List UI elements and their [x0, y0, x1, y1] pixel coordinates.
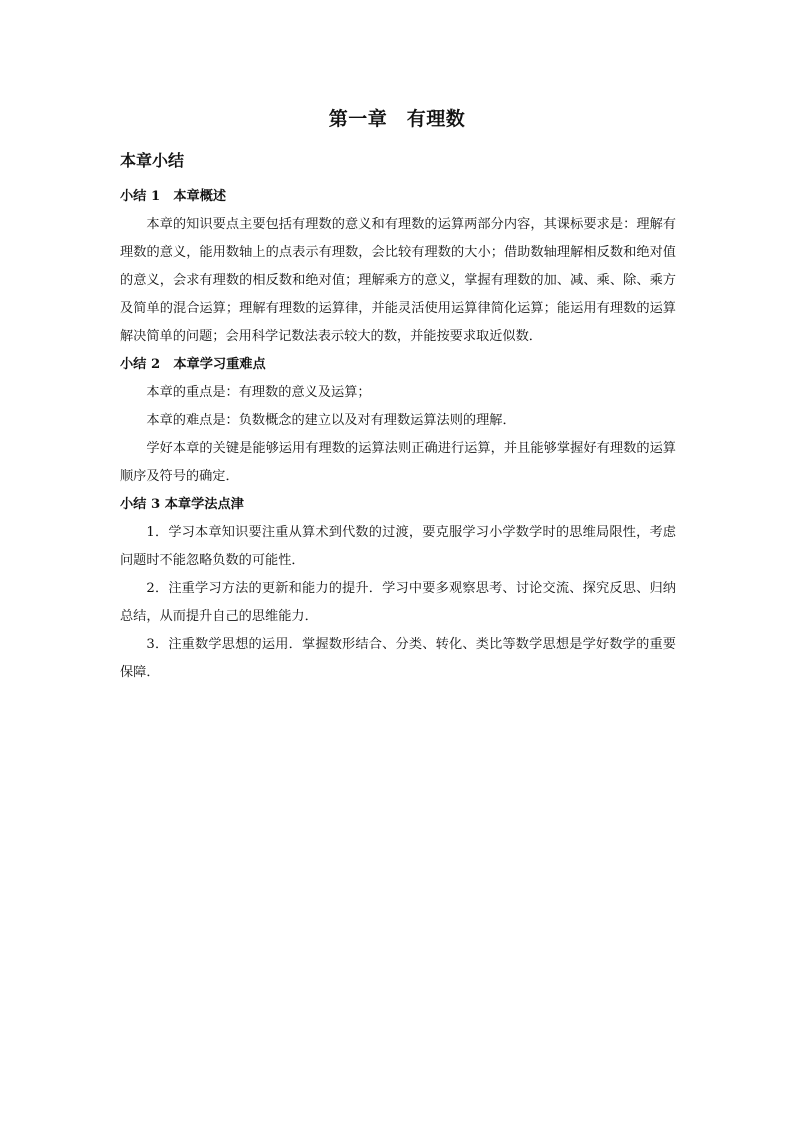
method-paragraph-2: 2．注重学习方法的更新和能力的提升．学习中要多观察思考、讨论交流、探究反思、归纳总结，从而提升自己的思维能力．	[120, 581, 676, 624]
part-heading-key-points: 小结 2 本章学习重难点	[120, 357, 266, 372]
section-title: 本章小结	[120, 151, 185, 170]
summary-content	[120, 183, 676, 687]
method-paragraph-3: 3．注重数学思想的运用．掌握数形结合、分类、转化、类比等数学思想是学好数学的重要保障．	[120, 637, 676, 680]
part-heading-overview: 小结 1 本章概述	[120, 189, 227, 204]
part-heading-study-methods: 小结 3 本章学法点津	[120, 497, 244, 512]
method-paragraph-1: 1．学习本章知识要注重从算术到代数的过渡，要克服学习小学数学时的思维局限性，考虑问题时不能忽略负数的可能性．	[120, 525, 676, 568]
summary-part-2	[120, 351, 676, 491]
key-to-learning-paragraph: 学好本章的关键是能够运用有理数的运算法则正确进行运算，并且能够掌握好有理数的运算顺序及符号的确定．	[120, 441, 676, 484]
key-point-paragraph: 本章的重点是：有理数的意义及运算；	[146, 385, 371, 400]
overview-paragraph: 本章的知识要点主要包括有理数的意义和有理数的运算两部分内容，其课标要求是：理解有理数的意义，能用数轴上的点表示有理数，会比较有理数的大小；借助数轴理解相反数和绝对值的意义，会求有理数的相反数和绝对值；理解乘方的意义，掌握有理数的加、减、乘、除、乘方及简单的混合运算；理解有理数的运算律，并能灵活使用运算律简化运算；能运用有理数的运算解决简单的问题；会用科学记数法表示较大的数，并能按要求取近似数．	[120, 217, 676, 344]
summary-part-1	[120, 183, 676, 351]
chapter-title: 第一章 有理数	[328, 108, 466, 130]
summary-part-3	[120, 491, 676, 687]
difficulty-paragraph: 本章的难点是：负数概念的建立以及对有理数运算法则的理解．	[146, 413, 516, 428]
